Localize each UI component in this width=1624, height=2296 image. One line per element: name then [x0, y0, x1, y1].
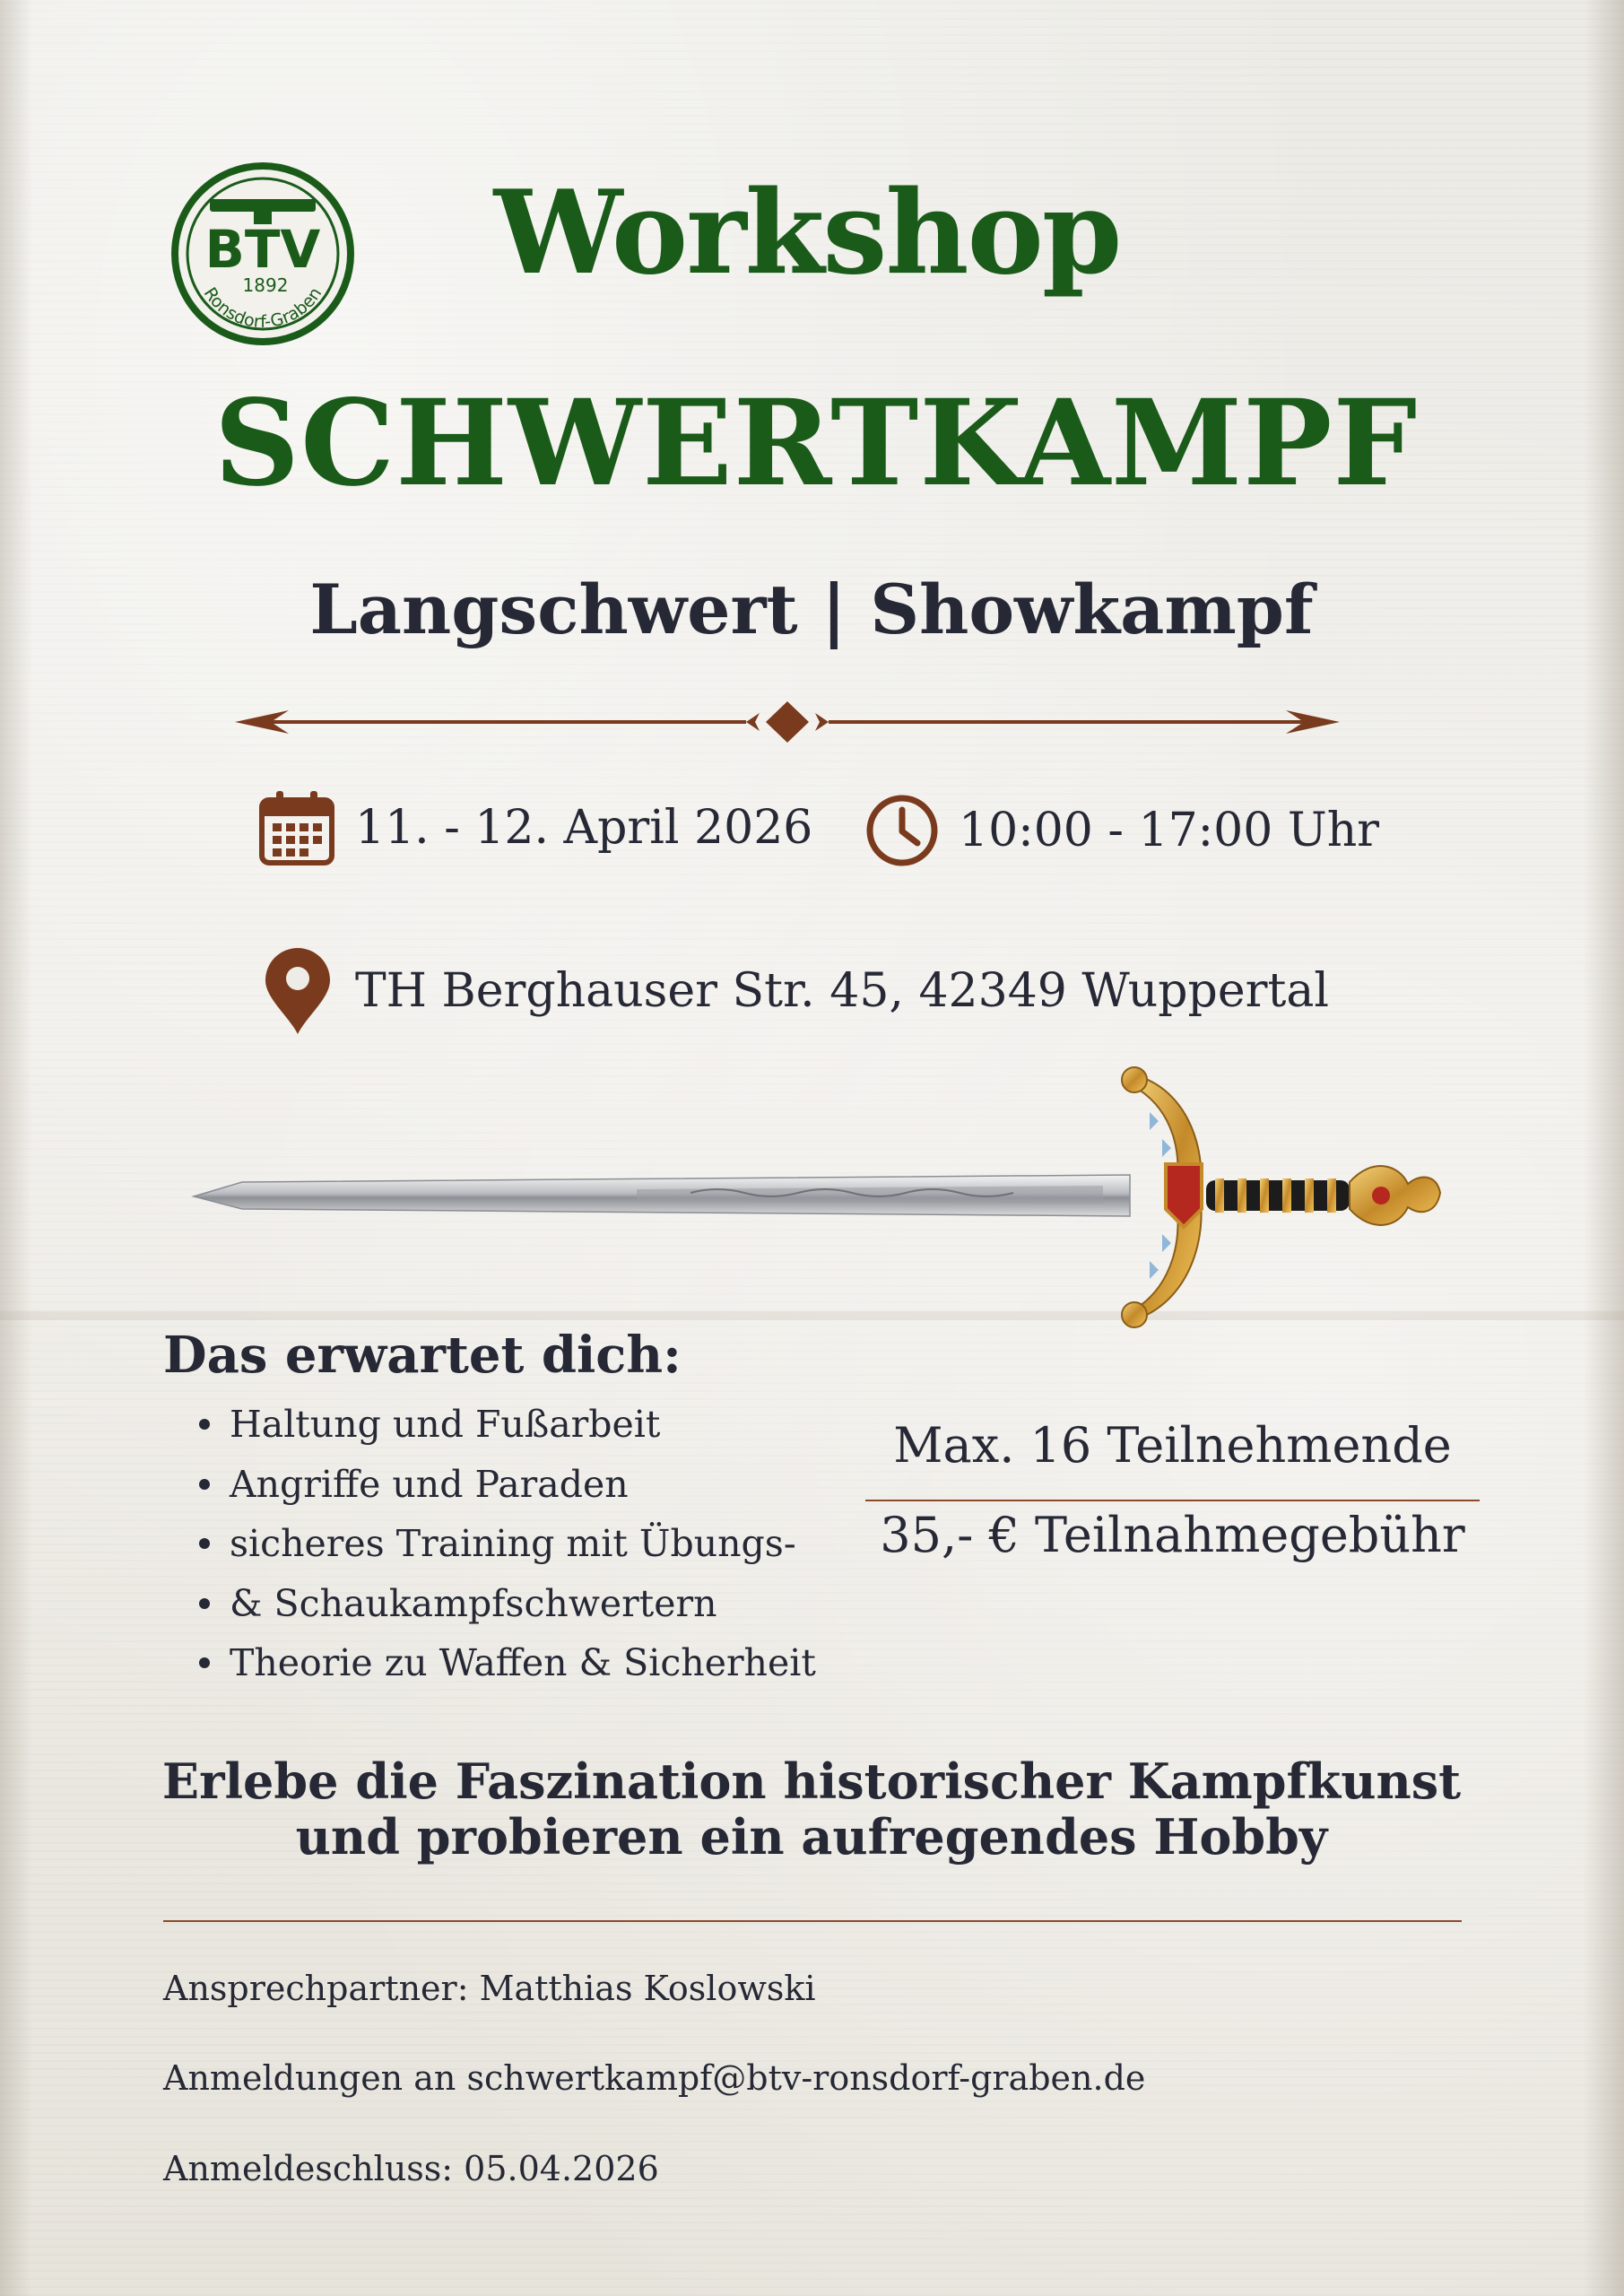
event-time-row: [865, 794, 1379, 867]
list-item: [199, 1395, 816, 1455]
list-item-text: Theorie zu Waffen & Sicherheit: [230, 1641, 816, 1684]
btv-logo: [170, 161, 355, 346]
event-date: 11. - 12. April 2026: [355, 801, 813, 855]
bullet-dot: [199, 1479, 210, 1490]
title-main: SCHWERTKAMPF: [213, 374, 1419, 513]
logo-ring-text: Ronsdorf-Graben: [199, 283, 326, 333]
list-item: [199, 1514, 816, 1574]
list-item: [199, 1574, 816, 1634]
logo-year: 1892: [242, 274, 289, 296]
tagline-line-2: und probieren ein aufregendes Hobby: [295, 1808, 1328, 1866]
expect-heading: Das erwartet dich:: [163, 1326, 682, 1385]
list-item-text: Angriffe und Paraden: [230, 1462, 629, 1506]
tagline: [161, 1753, 1462, 1865]
title-workshop: Workshop: [493, 166, 1121, 300]
registration-email[interactable]: Anmeldungen an schwertkampf@btv-ronsdorf-graben.de: [163, 2058, 1146, 2098]
max-participants: Max. 16 Teilnehmende: [893, 1417, 1452, 1474]
tagline-line-1: Erlebe die Faszination historischer Kampfkunst: [161, 1752, 1462, 1810]
paper-edge-left: [0, 0, 32, 2296]
contact-person: Ansprechpartner: Matthias Koslowski: [163, 1969, 816, 2008]
list-item-text: sicheres Training mit Übungs-: [230, 1522, 796, 1565]
registration-deadline: Anmeldeschluss: 05.04.2026: [163, 2149, 659, 2188]
event-time: 10:00 - 17:00 Uhr: [959, 804, 1380, 857]
list-item: [199, 1633, 816, 1693]
list-item: [199, 1455, 816, 1515]
calendar-icon: [258, 789, 335, 866]
bullet-dot: [199, 1657, 210, 1668]
participation-fee: 35,- € Teilnahmegebühr: [880, 1507, 1465, 1563]
expect-list: [199, 1395, 816, 1693]
bullet-dot: [199, 1419, 210, 1430]
event-location: TH Berghauser Str. 45, 42349 Wuppertal: [355, 964, 1329, 1018]
ornament-divider: [235, 700, 1340, 744]
sword-illustration: [188, 1058, 1444, 1336]
subtitle: Langschwert | Showkampf: [309, 570, 1314, 649]
location-pin-icon: [262, 946, 334, 1036]
bullet-dot: [199, 1598, 210, 1609]
bullet-dot: [199, 1538, 210, 1549]
list-item-text: & Schaukampfschwertern: [230, 1581, 717, 1625]
paper-edge-right: [1583, 0, 1624, 2296]
logo-initials: BTV: [204, 219, 321, 280]
clock-icon: [865, 794, 939, 867]
facts-divider: [865, 1500, 1480, 1501]
event-date-row: [258, 789, 812, 866]
footer-divider: [163, 1920, 1462, 1922]
event-location-row: [262, 946, 1329, 1036]
list-item-text: Haltung und Fußarbeit: [230, 1403, 661, 1446]
